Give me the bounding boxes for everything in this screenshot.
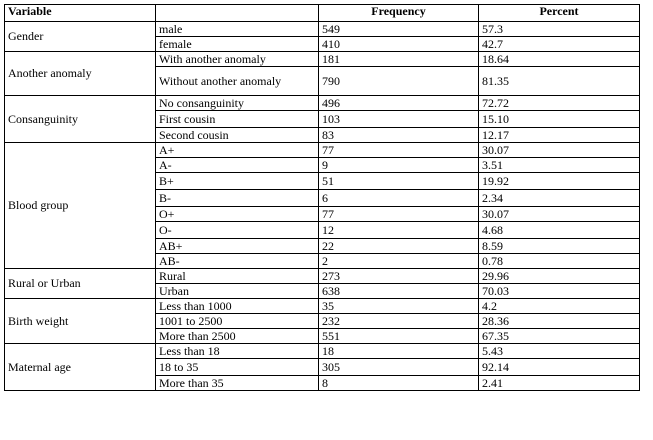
category-cell: Without another anomaly [156,67,319,96]
frequency-cell: 549 [319,22,479,37]
category-cell: AB+ [156,239,319,254]
frequency-cell: 232 [319,314,479,329]
percent-cell: 30.07 [479,143,640,158]
percent-cell: 0.78 [479,254,640,269]
percent-cell: 67.35 [479,329,640,344]
table-row [5,269,640,284]
percent-cell: 2.34 [479,190,640,207]
frequency-cell: 77 [319,207,479,222]
variable-cell: Gender [5,22,156,52]
percent-cell: 5.43 [479,344,640,359]
frequency-cell: 638 [319,284,479,299]
percent-cell: 42.7 [479,37,640,52]
category-cell: A+ [156,143,319,158]
percent-cell: 15.10 [479,111,640,128]
frequency-cell: 790 [319,67,479,96]
percent-cell: 19.92 [479,173,640,190]
frequency-cell: 103 [319,111,479,128]
variable-cell: Consanguinity [5,96,156,143]
category-cell: No consanguinity [156,96,319,111]
table-row [5,299,640,314]
category-cell: 1001 to 2500 [156,314,319,329]
variable-cell: Maternal age [5,344,156,391]
table-row [5,143,640,158]
frequency-cell: 51 [319,173,479,190]
category-cell: Less than 1000 [156,299,319,314]
table-row [5,52,640,67]
table-row [5,96,640,111]
percent-cell: 8.59 [479,239,640,254]
category-cell: AB- [156,254,319,269]
percent-cell: 2.41 [479,376,640,391]
category-cell: male [156,22,319,37]
table-header-row [5,5,640,22]
table-body [5,22,640,391]
header-category [156,5,319,22]
frequency-cell: 496 [319,96,479,111]
statistics-table [4,4,640,391]
category-cell: More than 35 [156,376,319,391]
category-cell: O+ [156,207,319,222]
percent-cell: 18.64 [479,52,640,67]
percent-cell: 28.36 [479,314,640,329]
percent-cell: 29.96 [479,269,640,284]
frequency-cell: 83 [319,128,479,143]
category-cell: With another anomaly [156,52,319,67]
category-cell: First cousin [156,111,319,128]
frequency-cell: 2 [319,254,479,269]
frequency-cell: 551 [319,329,479,344]
category-cell: A- [156,158,319,173]
percent-cell: 30.07 [479,207,640,222]
frequency-cell: 18 [319,344,479,359]
category-cell: More than 2500 [156,329,319,344]
frequency-cell: 9 [319,158,479,173]
category-cell: Rural [156,269,319,284]
header-frequency: Frequency [319,5,479,22]
frequency-cell: 22 [319,239,479,254]
variable-cell: Another anomaly [5,52,156,96]
percent-cell: 12.17 [479,128,640,143]
percent-cell: 81.35 [479,67,640,96]
header-variable: Variable [5,5,156,22]
percent-cell: 57.3 [479,22,640,37]
frequency-cell: 77 [319,143,479,158]
table-row [5,344,640,359]
category-cell: Less than 18 [156,344,319,359]
category-cell: B+ [156,173,319,190]
frequency-cell: 273 [319,269,479,284]
category-cell: 18 to 35 [156,359,319,376]
frequency-cell: 410 [319,37,479,52]
variable-cell: Rural or Urban [5,269,156,299]
percent-cell: 92.14 [479,359,640,376]
percent-cell: 4.68 [479,222,640,239]
category-cell: Urban [156,284,319,299]
frequency-cell: 35 [319,299,479,314]
header-percent: Percent [479,5,640,22]
frequency-cell: 181 [319,52,479,67]
table-row [5,22,640,37]
percent-cell: 70.03 [479,284,640,299]
percent-cell: 4.2 [479,299,640,314]
percent-cell: 3.51 [479,158,640,173]
variable-cell: Birth weight [5,299,156,344]
percent-cell: 72.72 [479,96,640,111]
frequency-cell: 6 [319,190,479,207]
frequency-cell: 12 [319,222,479,239]
frequency-cell: 8 [319,376,479,391]
frequency-cell: 305 [319,359,479,376]
category-cell: female [156,37,319,52]
category-cell: O- [156,222,319,239]
category-cell: Second cousin [156,128,319,143]
variable-cell: Blood group [5,143,156,269]
category-cell: B- [156,190,319,207]
